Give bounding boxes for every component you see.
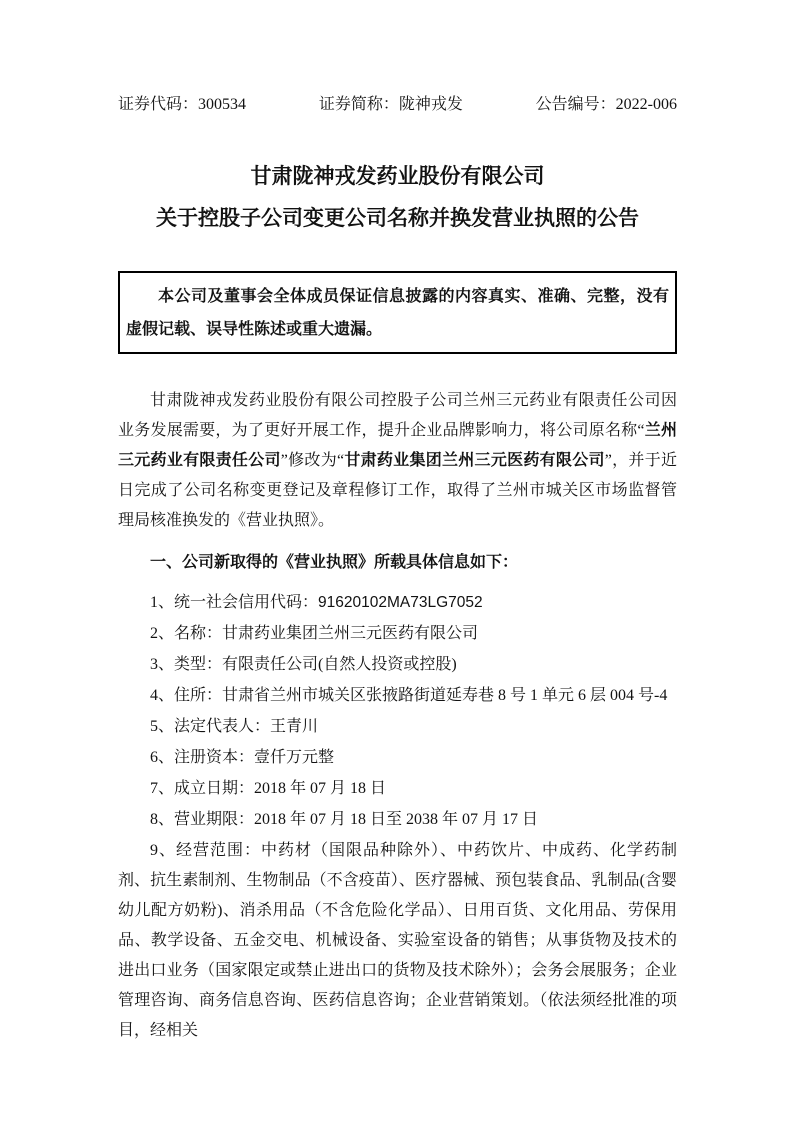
section-heading: 一、公司新取得的《营业执照》所载具体信息如下：	[150, 554, 519, 571]
license-info-list	[118, 587, 677, 835]
license-item	[118, 711, 677, 742]
text-run: 甘肃药业集团兰州三元医药有限公司	[344, 452, 605, 469]
license-item	[118, 742, 677, 773]
text-run: 5、法定代表人：王青川	[150, 718, 319, 735]
license-item	[118, 649, 677, 680]
text-run: 8、营业期限：2018 年 07 月 18 日至 2038 年 07 月 17 日	[150, 811, 539, 828]
license-item	[118, 680, 677, 711]
stock-code: 证券代码：300534	[118, 96, 247, 113]
intro-paragraph	[118, 386, 677, 536]
license-item	[118, 804, 677, 835]
document-subtitle: 关于控股子公司变更公司名称并换发营业执照的公告	[156, 206, 639, 230]
document-header	[118, 95, 677, 114]
text-run: 1、统一社会信用代码：	[150, 594, 319, 611]
disclaimer-box	[118, 271, 677, 354]
text-run: 甘肃陇神戎发药业股份有限公司控股子公司兰州三元药业有限责任公司因业务发展需要，为了更好开展工作，提升企业品牌影响力，将公司原名称“	[118, 392, 677, 439]
text-run: 6、注册资本：壹仟万元整	[150, 749, 335, 766]
announcement-number: 公告编号：2022-006	[535, 96, 677, 113]
text-run: 7、成立日期：2018 年 07 月 18 日	[150, 780, 387, 797]
stock-abbreviation: 证券简称：陇神戎发	[318, 96, 463, 113]
document-title: 甘肃陇神戎发药业股份有限公司	[250, 164, 545, 188]
text-run: 2、名称：甘肃药业集团兰州三元医药有限公司	[150, 625, 479, 642]
text-run: 4、住所：甘肃省兰州市城关区张掖路街道延寿巷 8 号 1 单元 6 层 004 号-4	[150, 687, 668, 704]
license-item	[118, 587, 677, 618]
text-run: 3、类型：有限责任公司(自然人投资或控股)	[150, 656, 457, 673]
license-item	[118, 618, 677, 649]
license-item	[118, 773, 677, 804]
text-run: 兰州三元药业有限责任公司	[118, 422, 677, 469]
text-run: ”，并于近日完成了公司名称变更登记及章程修订工作，取得了兰州市城关区市场监督管理局核准换发的《营业执照》。	[118, 452, 677, 529]
text-run: 91620102MA73LG7052	[318, 594, 483, 611]
disclaimer-text: 本公司及董事会全体成员保证信息披露的内容真实、准确、完整，没有虚假记载、误导性陈述或重大遗漏。	[126, 288, 669, 338]
business-scope-paragraph: 9、经营范围：中药材（国限品种除外）、中药饮片、中成药、化学药制剂、抗生素制剂、生物制品（不含疫苗）、医疗器械、预包装食品、乳制品(含婴幼儿配方奶粉)、消杀用品（不含危险化学品）、日用百货、文化用品、劳保用品、教学设备、五金交电、机械设备、实验室设备的销售；从事货物及技术的进出口业务（国家限定或禁止进出口的货物及技术除外）；会务会展服务；企业管理咨询、商务信息咨询、医药信息咨询；企业营销策划。（依法须经批准的项目，经相关	[118, 842, 677, 1039]
text-run: ”修改为“	[280, 452, 345, 469]
